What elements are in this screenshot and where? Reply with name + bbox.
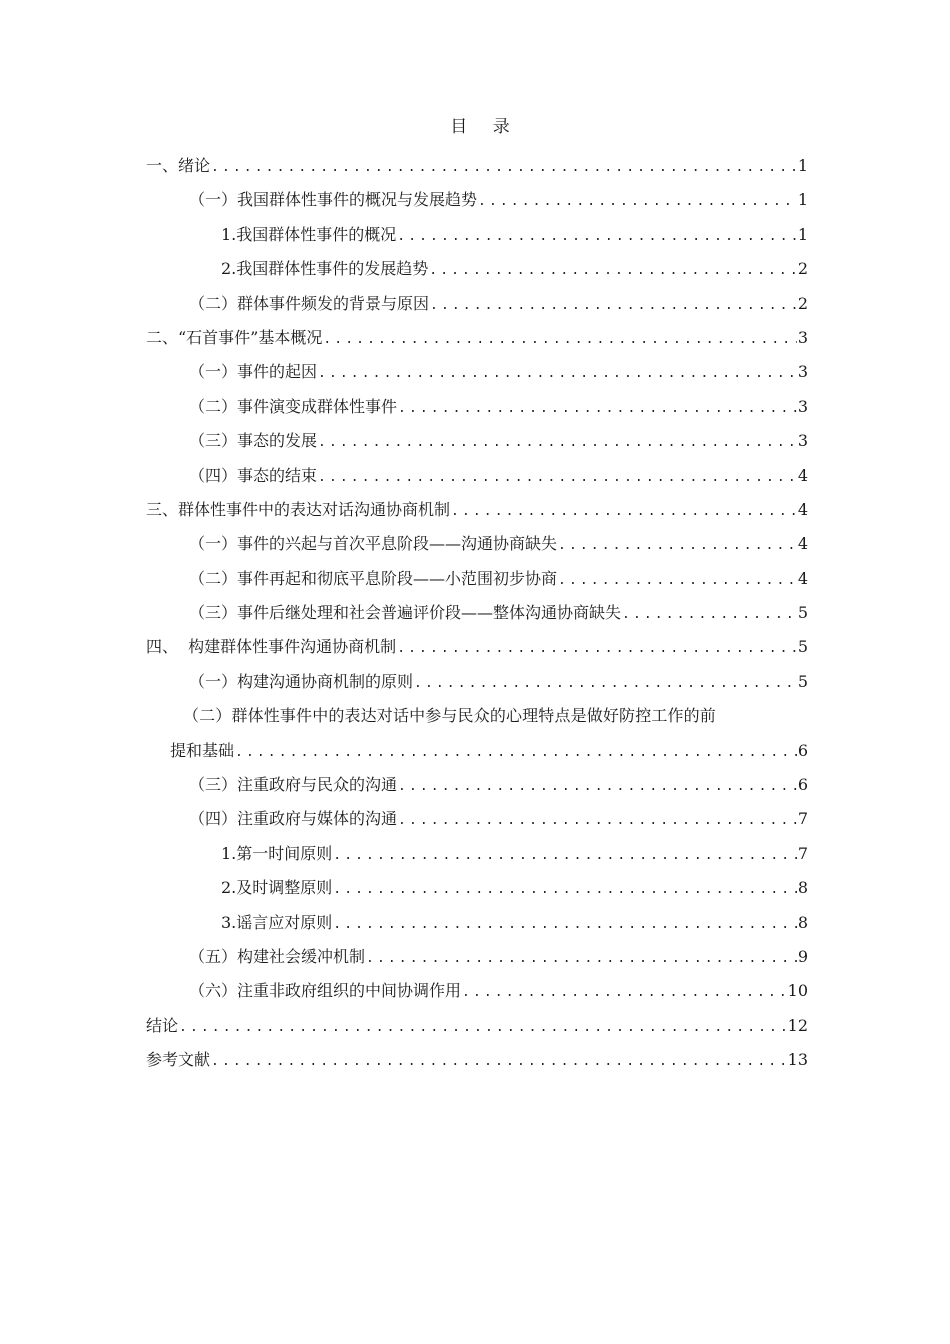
toc-entry-label: （六）注重非政府组织的中间协调作用	[189, 981, 462, 1001]
toc-entry[interactable]	[146, 390, 808, 424]
dot-leader	[397, 632, 797, 666]
toc-entry-page: 1	[797, 156, 808, 175]
toc-entry-page: 13	[787, 1050, 808, 1070]
dot-leader	[622, 598, 797, 632]
toc-entry-label: 3.谣言应对原则	[221, 912, 333, 932]
toc-entry[interactable]	[146, 940, 808, 974]
dot-leader	[318, 357, 797, 391]
toc-entry-label: （一）我国群体性事件的概况与发展趋势	[189, 190, 478, 210]
toc-entry-page: 2	[797, 259, 808, 279]
dot-leader	[333, 873, 797, 907]
dot-leader	[478, 185, 797, 219]
toc-entry[interactable]	[146, 630, 808, 664]
toc-entry-page: 5	[797, 637, 808, 657]
toc-entry-page: 4	[797, 534, 808, 554]
toc-entry-label: （一）构建沟通协商机制的原则	[189, 671, 414, 691]
table-of-contents	[146, 149, 808, 1078]
toc-entry-label: （三）注重政府与民众的沟通	[189, 775, 398, 795]
toc-entry-page: 7	[797, 809, 808, 829]
toc-entry-page: 3	[797, 431, 808, 451]
toc-entry-page: 7	[797, 843, 808, 863]
toc-entry[interactable]	[146, 493, 808, 527]
toc-entry[interactable]	[146, 287, 808, 321]
toc-entry[interactable]	[146, 906, 808, 940]
toc-entry-label: （一）事件的兴起与首次平息阶段——沟通协商缺失	[189, 534, 558, 554]
toc-entry-page: 6	[797, 740, 808, 760]
toc-entry-label: （一）事件的起因	[189, 362, 318, 382]
toc-entry-page: 2	[797, 293, 808, 313]
toc-entry-label: 二、“石首事件”基本概况	[146, 327, 323, 347]
dot-leader	[318, 426, 797, 460]
dot-leader	[398, 392, 797, 426]
toc-entry-page: 10	[787, 981, 808, 1001]
toc-entry[interactable]	[146, 665, 808, 699]
toc-entry-label: （三）事件后继处理和社会普遍评价段——整体沟通协商缺失	[189, 603, 622, 623]
toc-entry[interactable]	[146, 837, 808, 871]
dot-leader	[333, 908, 797, 942]
toc-entry-page: 5	[797, 671, 808, 691]
toc-entry-label: （五）构建社会缓冲机制	[189, 946, 366, 966]
toc-entry-label: 2.我国群体性事件的发展趋势	[221, 259, 429, 279]
toc-entry-label: （四）事态的结束	[189, 465, 318, 485]
toc-entry[interactable]	[146, 1043, 808, 1077]
toc-entry-label: （二）事件演变成群体性事件	[189, 396, 398, 416]
toc-entry-label: 1.第一时间原则	[221, 843, 333, 863]
toc-entry[interactable]	[146, 183, 808, 217]
toc-entry-label: 2.及时调整原则	[221, 878, 333, 898]
dot-leader	[414, 667, 797, 701]
toc-entry-label: （二）群体事件频发的背景与原因	[189, 293, 430, 313]
dot-leader	[211, 151, 797, 185]
dot-leader	[397, 220, 797, 254]
dot-leader	[462, 976, 787, 1010]
toc-title: 目 录	[450, 117, 520, 137]
toc-entry-label: 参考文献	[146, 1050, 211, 1070]
dot-leader	[558, 529, 797, 563]
toc-entry-page: 3	[797, 327, 808, 347]
toc-entry-label: （二）群体性事件中的表达对话中参与民众的心理特点是做好防控工作的前	[183, 706, 716, 726]
toc-entry-page: 3	[797, 362, 808, 382]
toc-entry-page: 4	[797, 568, 808, 588]
toc-entry-page: 3	[797, 396, 808, 416]
toc-entry[interactable]	[146, 149, 808, 183]
toc-entry-continuation[interactable]	[146, 734, 808, 768]
dot-leader	[366, 942, 797, 976]
toc-entry[interactable]	[146, 802, 808, 836]
toc-entry-label: 结论	[146, 1015, 179, 1035]
toc-entry[interactable]	[146, 596, 808, 630]
toc-entry-label: 三、群体性事件中的表达对话沟通协商机制	[146, 499, 451, 519]
toc-entry[interactable]	[146, 252, 808, 286]
toc-entry[interactable]	[146, 459, 808, 493]
dot-leader	[333, 839, 797, 873]
dot-leader	[235, 736, 797, 770]
dot-leader	[558, 564, 797, 598]
toc-entry[interactable]	[146, 527, 808, 561]
toc-entry-page: 5	[797, 603, 808, 623]
dot-leader	[323, 323, 796, 357]
dot-leader	[451, 495, 797, 529]
toc-entry-page: 9	[797, 946, 808, 966]
toc-entry-label: （二）事件再起和彻底平息阶段——小范围初步协商	[189, 568, 558, 588]
toc-entry-page: 1	[797, 224, 808, 244]
dot-leader	[429, 254, 797, 288]
dot-leader	[179, 1011, 787, 1045]
toc-entry-label-continued: 提和基础	[170, 740, 235, 760]
toc-entry-label: （三）事态的发展	[189, 431, 318, 451]
dot-leader	[318, 461, 797, 495]
toc-entry[interactable]	[146, 562, 808, 596]
toc-entry[interactable]	[146, 424, 808, 458]
toc-entry-label: 一、绪论	[146, 156, 211, 175]
toc-entry[interactable]	[146, 699, 808, 733]
toc-entry-label: 四、 构建群体性事件沟通协商机制	[146, 637, 397, 657]
toc-entry-label: （四）注重政府与媒体的沟通	[189, 809, 398, 829]
toc-entry-page: 1	[797, 190, 808, 210]
dot-leader	[398, 804, 797, 838]
toc-entry-page: 12	[787, 1015, 808, 1035]
dot-leader	[211, 1045, 787, 1079]
toc-entry-page: 4	[797, 499, 808, 519]
toc-entry-page: 4	[797, 465, 808, 485]
toc-entry[interactable]	[146, 974, 808, 1008]
toc-entry-label: 1.我国群体性事件的概况	[221, 224, 397, 244]
dot-leader	[398, 770, 797, 804]
toc-entry[interactable]	[146, 218, 808, 252]
toc-entry-page: 8	[797, 912, 808, 932]
toc-entry-page: 8	[797, 878, 808, 898]
toc-entry[interactable]	[146, 871, 808, 905]
toc-entry[interactable]	[146, 321, 808, 355]
toc-entry-page: 6	[797, 775, 808, 795]
toc-entry[interactable]	[146, 768, 808, 802]
toc-entry[interactable]	[146, 1009, 808, 1043]
dot-leader	[430, 289, 797, 323]
toc-entry[interactable]	[146, 355, 808, 389]
